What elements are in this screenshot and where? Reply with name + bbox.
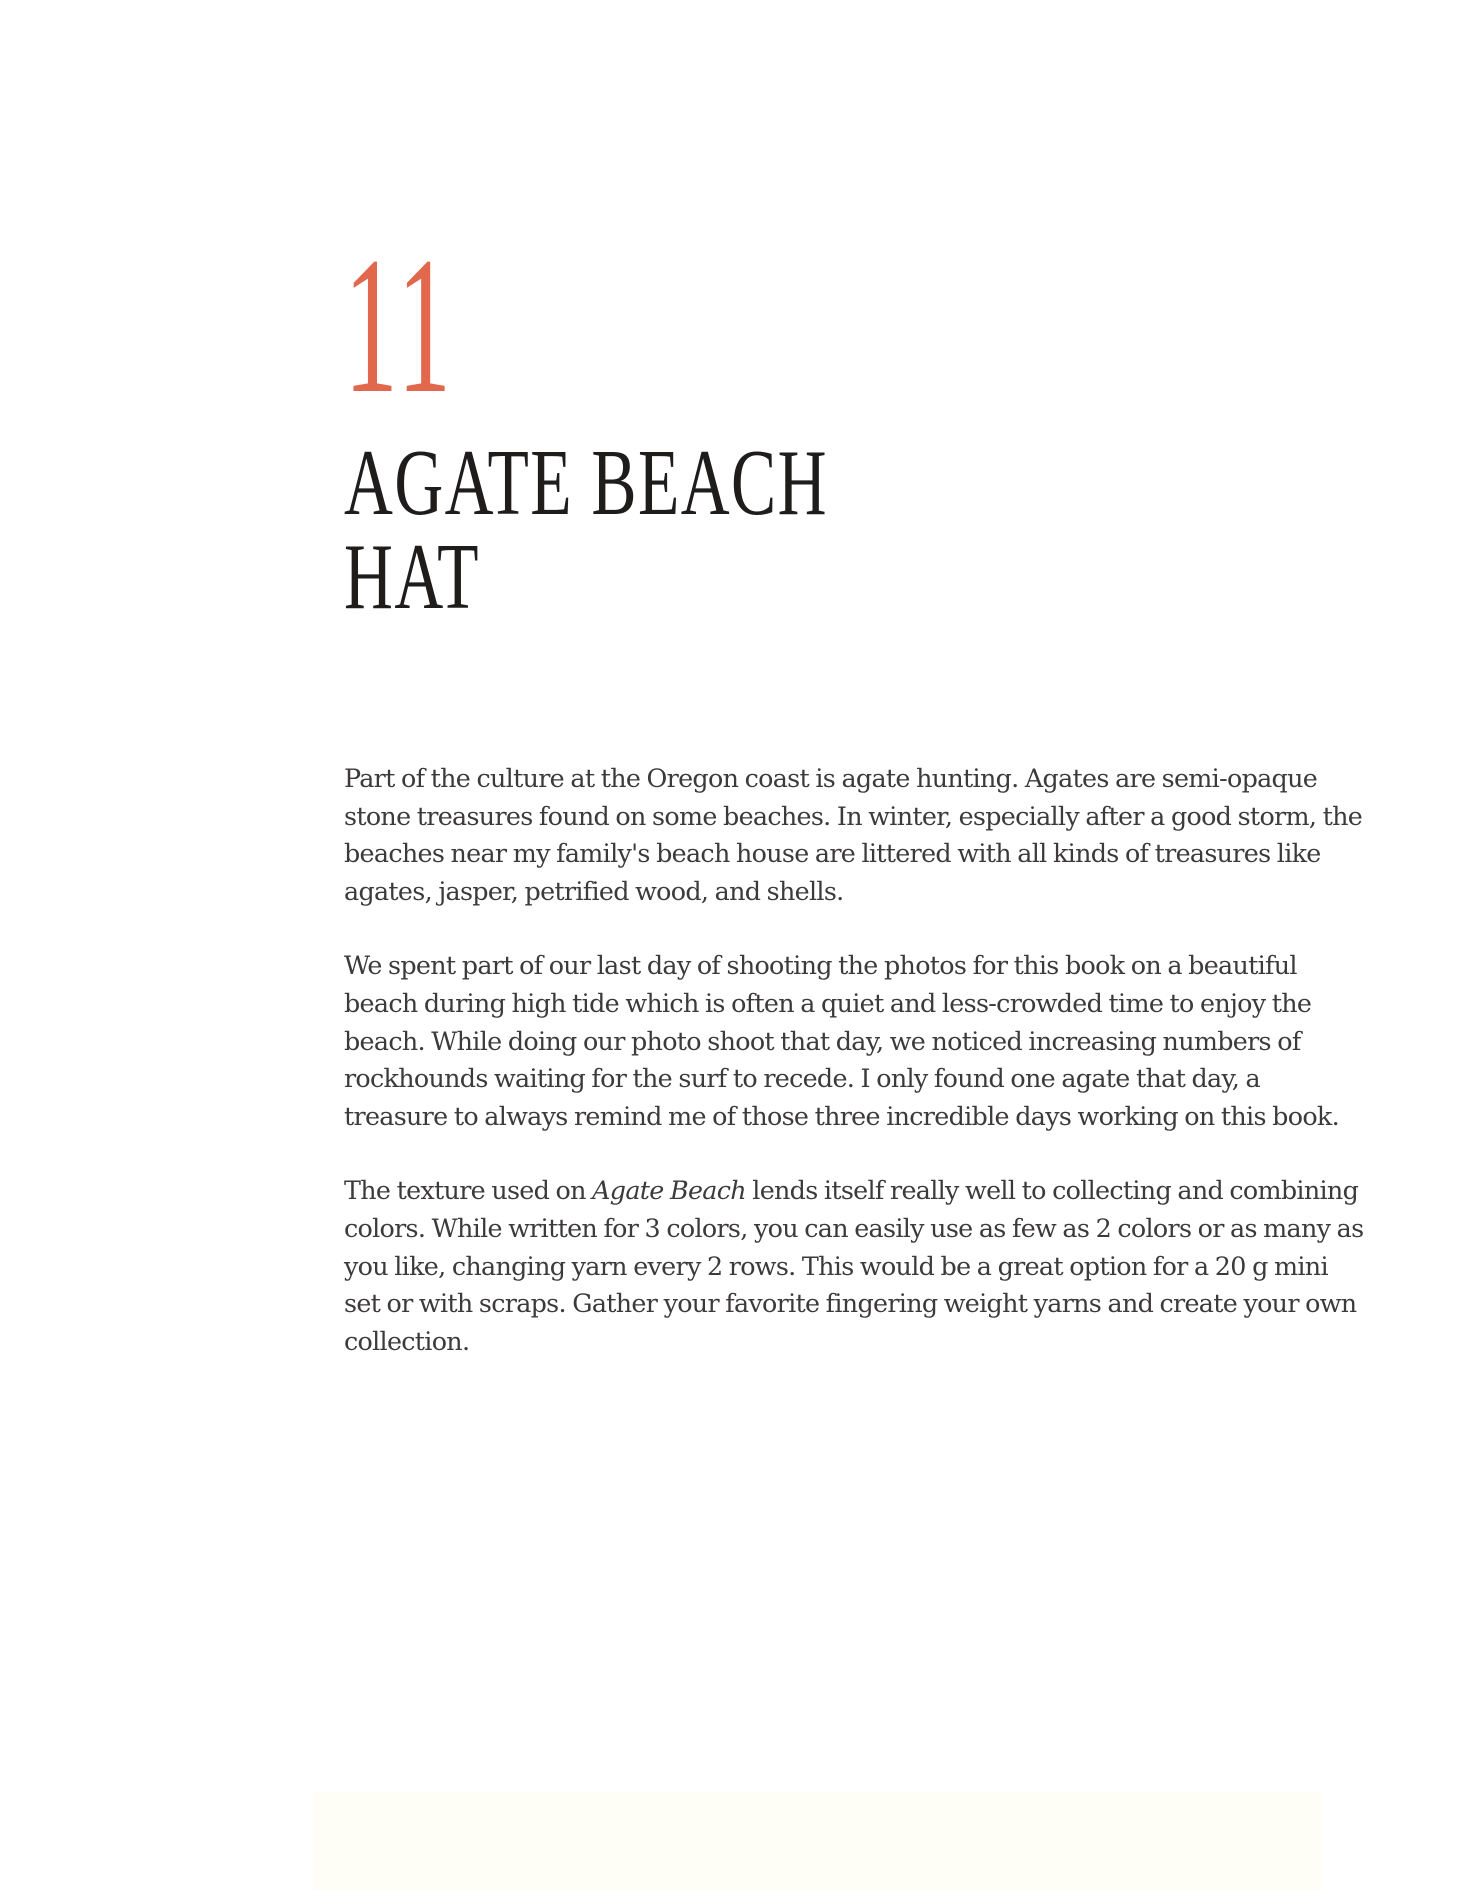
- paragraph-3-end: lends itself really well to collecting and combining colors. While written for 3 colors, you can easily use as few as 2 colors or as many as you like, changing yarn every 2 rows. This would be a great option for a 20 g mini set or with scraps. Gather your favorite fingering weight yarns and create your own collection.: [344, 1175, 1364, 1356]
- chapter-title-line-2: HAT: [344, 525, 480, 629]
- intro-paragraph-2: We spent part of our last day of shooting the photos for this book on a beautiful beach during high tide which is often a quiet and less-crowded time to enjoy the beach. While doing our photo shoot that day, we noticed increasing numbers of rockhounds waiting for the surf to recede. I only found one agate that day, a treasure to always remind me of those three incredible days working on this book.: [344, 950, 1339, 1131]
- chapter-number: 11: [344, 217, 455, 434]
- intro-paragraph-1: Part of the culture at the Oregon coast is agate hunting. Agates are semi-opaque stone treasures found on some beaches. In winter, especially after a good storm, the beaches near my family's beach house are littered with all kinds of treasures like agates, jasper, petrified wood, and shells.: [344, 763, 1363, 906]
- intro-paragraph-3: [344, 1172, 1368, 1360]
- paragraph-3-start: The texture used on: [344, 1175, 593, 1206]
- intro-text: [344, 760, 1368, 1397]
- chapter-title: [344, 431, 992, 629]
- pattern-name: Agate Beach: [592, 1175, 746, 1206]
- chapter-title-line-1: AGATE BEACH: [344, 431, 828, 535]
- bottom-photo-panel: [314, 1792, 1322, 1890]
